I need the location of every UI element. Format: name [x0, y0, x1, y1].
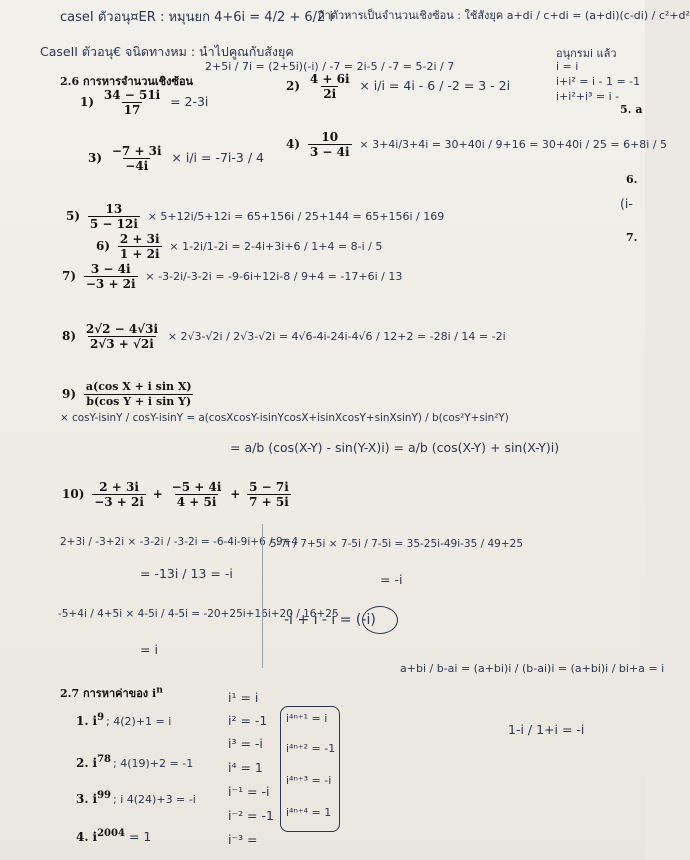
answer-work: × 2√3-√2i / 2√3-√2i = 4√6-4i-24i-4√6 / 12+2 = -28i / 14 = -2i — [167, 330, 506, 343]
q10-work-b2: = i — [140, 642, 158, 657]
exponent: 99 — [97, 790, 112, 801]
problem-7 — [62, 262, 402, 291]
fraction — [84, 380, 194, 409]
numerator: 2√2 − 4√3i — [85, 322, 158, 336]
power-i4: i⁴ = 1 — [228, 760, 263, 775]
exponent: 2004 — [97, 828, 125, 839]
problem-9-work: × cosY-isinY / cosY-isinY = a(cosXcosY-isinYcosX+isinXcosY+sinXsinY) / b(cos²Y+sin²Y) — [60, 412, 509, 424]
q10-work-a1: 2+3i / -3+2i × -3-2i / -3-2i = -6-4i-9i+6 / 9+4 — [60, 536, 299, 548]
exponent: 78 — [97, 754, 112, 765]
q10-work-a2: = -13i / 13 = -i — [140, 566, 233, 581]
problem-label: 8) — [62, 329, 77, 343]
q10-work-c1: 5-7i / 7+5i × 7-5i / 7-5i = 35-25i-49i-35 / 49+25 — [270, 538, 524, 550]
cut-item-6-work: (i- — [620, 196, 633, 211]
case2-example: 2+5i / 7i = (2+5i)(-i) / -7 = 2i-5 / -7 = 5-2i / 7 — [205, 60, 455, 73]
section-title-2-7 — [60, 684, 163, 702]
case1-note: caseI ตัวอนุ¤ER : หมุนยก 4+6i = 4/2 + 6/2 i — [60, 10, 334, 25]
section-title-text: 2.7 การหาค่าของ i — [60, 687, 157, 700]
denominator: 3 − 4i — [309, 145, 350, 159]
cycle-rule-4: i⁴ⁿ⁺⁴ = 1 — [286, 806, 332, 819]
right-margin-eq3: i+i²+i³ = i - — [556, 90, 620, 103]
q10-work-c2: = -i — [380, 572, 403, 587]
power-i-neg2: i⁻² = -1 — [228, 808, 274, 823]
answer-work: × -3-2i/-3-2i = -9-6i+12i-8 / 9+4 = -17+6i / 13 — [145, 270, 403, 283]
answer-work: × i/i = 4i - 6 / -2 = 3 - 2i — [359, 78, 511, 93]
fraction — [84, 262, 138, 291]
base: i — [92, 830, 98, 844]
problem-1 — [80, 88, 208, 117]
answer-work: × 3+4i/3+4i = 30+40i / 9+16 = 30+40i / 25 = 6+8i / 5 — [359, 138, 668, 151]
fraction — [170, 480, 224, 509]
plus-sign: + — [152, 487, 163, 501]
cycle-rule-2: i⁴ⁿ⁺² = -1 — [286, 742, 336, 755]
numerator: 3 − 4i — [90, 262, 131, 276]
base: i — [92, 792, 98, 806]
numerator: 34 − 51i — [103, 88, 161, 102]
problem-9-result: = a/b (cos(X-Y) - sin(Y-X)i) = a/b (cos(X-Y) + sin(X-Y)i) — [230, 440, 560, 455]
problem-label: 3) — [88, 151, 103, 165]
problem-label: 10) — [62, 487, 85, 501]
fraction — [102, 88, 162, 117]
problem-6 — [96, 232, 382, 261]
right-margin-eq1: i = i — [556, 60, 579, 73]
section-title-2-6: 2.6 การหารจำนวนเชิงซ้อน — [60, 75, 194, 88]
answer-work: = 1 — [128, 829, 152, 844]
numerator: 4 + 6i — [309, 72, 350, 86]
power-problem-4 — [76, 828, 151, 844]
fraction — [308, 130, 352, 159]
problem-label: 1. — [76, 714, 89, 728]
right-margin-eq2: i+i² = i - 1 = -1 — [556, 75, 641, 88]
problem-10 — [62, 480, 291, 509]
right-margin-note: อนุกรมi แล้ว — [556, 47, 617, 60]
numerator: 2 + 3i — [99, 480, 139, 494]
power-i-neg3: i⁻³ = — [228, 832, 258, 847]
q10-work-b1: -5+4i / 4+5i × 4-5i / 4-5i = -20+25i+16i+20 / 16+25 — [58, 608, 339, 620]
denominator: −3 + 2i — [85, 277, 136, 291]
answer-work: ; 4(2)+1 = i — [106, 715, 172, 728]
exponent: 9 — [97, 712, 105, 723]
fraction — [247, 480, 291, 509]
power-i1: i¹ = i — [228, 690, 259, 705]
problem-label: 2. — [76, 756, 89, 770]
numerator: 2 + 3i — [119, 232, 160, 246]
answer-work: × i/i = -7i-3 / 4 — [171, 150, 264, 165]
problem-5 — [66, 202, 444, 231]
base: i — [92, 714, 98, 728]
problem-label: 5) — [66, 209, 81, 223]
divisor-rule-note: ถ้าตัวหารเป็นจำนวนเชิงซ้อน : ใช้สังยุค a+di / c+di = (a+di)(c-di) / c²+d² — [318, 9, 690, 22]
answer-work: ; i 4(24)+3 = -i — [113, 793, 196, 806]
answer-work: = 2-3i — [170, 94, 209, 109]
denominator: 5 − 12i — [89, 217, 138, 231]
problem-8 — [62, 322, 506, 351]
problem-label: 9) — [62, 387, 77, 401]
fraction — [92, 480, 146, 509]
base: i — [92, 756, 98, 770]
power-problem-1 — [76, 712, 171, 728]
problem-label: 4) — [286, 137, 301, 151]
section-title-exponent: n — [156, 684, 163, 696]
numerator: 13 — [105, 202, 123, 216]
power-i3: i³ = -i — [228, 736, 263, 751]
denominator: 2√3 + √2i — [90, 337, 154, 351]
cut-item-5: 5. a — [620, 103, 643, 116]
denominator: 4 + 5i — [176, 495, 217, 509]
cycle-rule-3: i⁴ⁿ⁺³ = -i — [286, 774, 332, 787]
problem-label: 6) — [96, 239, 111, 253]
cut-item-6: 6. — [626, 173, 638, 186]
power-i2: i² = -1 — [228, 713, 268, 728]
plus-sign: + — [230, 487, 241, 501]
side-identity: a+bi / b-ai = (a+bi)i / (b-ai)i = (a+bi)i / bi+a = i — [400, 662, 665, 675]
denominator: −4i — [125, 159, 149, 173]
denominator: 2i — [323, 87, 337, 101]
cycle-rule-1: i⁴ⁿ⁺¹ = i — [286, 712, 328, 725]
problem-label: 4. — [76, 830, 89, 844]
cut-item-7: 7. — [626, 231, 638, 244]
denominator: 1 + 2i — [119, 247, 160, 261]
problem-label: 7) — [62, 269, 77, 283]
numerator: −5 + 4i — [171, 480, 222, 494]
fraction — [308, 72, 352, 101]
fraction — [110, 144, 164, 173]
problem-label: 2) — [286, 79, 301, 93]
problem-4 — [286, 130, 667, 159]
fraction — [118, 232, 162, 261]
answer-work: ; 4(19)+2 = -1 — [113, 757, 194, 770]
fraction — [88, 202, 140, 231]
denominator: 7 + 5i — [249, 495, 289, 509]
case2-note: CaseII ตัวอนุ€ จนิดทางหม : นำไปคูณกับสังยุค — [40, 44, 294, 59]
denominator: 17 — [123, 103, 141, 117]
work-divider — [262, 524, 263, 668]
problem-2 — [286, 72, 510, 101]
power-problem-2 — [76, 754, 193, 770]
denominator: −3 + 2i — [94, 495, 144, 509]
side-identity-2: 1-i / 1+i = -i — [508, 722, 585, 737]
problem-label: 3. — [76, 792, 89, 806]
answer-circle — [362, 606, 398, 634]
power-problem-3 — [76, 790, 196, 806]
numerator: −7 + 3i — [111, 144, 162, 158]
problem-3 — [88, 144, 264, 173]
numerator: a(cos X + i sin X) — [85, 380, 192, 393]
q10-total: -i + i - i = (-i) — [284, 612, 376, 628]
problem-9 — [62, 380, 194, 409]
numerator: 10 — [321, 130, 339, 144]
numerator: 5 − 7i — [249, 480, 289, 494]
power-i-neg1: i⁻¹ = -i — [228, 784, 270, 799]
answer-work: × 5+12i/5+12i = 65+156i / 25+144 = 65+156i / 169 — [147, 210, 445, 223]
answer-work: × 1-2i/1-2i = 2-4i+3i+6 / 1+4 = 8-i / 5 — [169, 240, 383, 253]
fraction — [84, 322, 160, 351]
denominator: b(cos Y + i sin Y) — [86, 395, 192, 408]
problem-label: 1) — [80, 95, 95, 109]
